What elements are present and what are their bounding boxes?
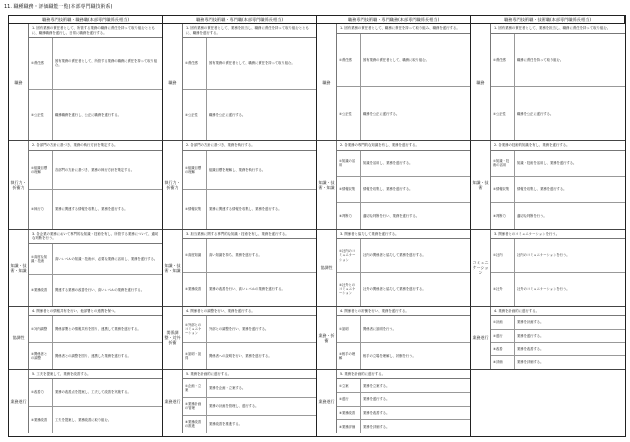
competency-section (317, 141, 471, 230)
criterion-name: ②執行力 (29, 190, 53, 228)
table-footer-cell (317, 433, 471, 436)
criterion-row (29, 190, 162, 228)
criterion-text: 職務に責任を持って取り組む。 (517, 57, 564, 62)
competency-section (471, 307, 625, 370)
criterion-row (337, 34, 470, 88)
criterion-row (183, 416, 316, 433)
criterion-row (337, 343, 470, 369)
section-label: 職務 (9, 24, 29, 140)
competency-section (9, 370, 163, 433)
section-label: 知識・技術・知識 (317, 141, 337, 229)
criterion-row (29, 407, 162, 433)
criterion-name: ①立案 (337, 379, 361, 392)
criterion-name: ②説明・説得 (183, 343, 207, 369)
competency-section (317, 230, 471, 307)
section-description: 1. 固有業務の責任者として、業務を担当し、職務に責任を持って取り組む。 (491, 24, 625, 34)
criterion-row (491, 34, 625, 88)
criterion-name: ①責任感 (183, 38, 207, 88)
criterion-row (337, 177, 470, 203)
column-header: 職務専門技術職・技術職(本部専門職係長相当) (471, 16, 625, 24)
criterion-row (337, 273, 470, 306)
section-label: 職務 (471, 24, 491, 140)
criterion-row (491, 87, 625, 140)
competency-section (471, 141, 625, 230)
criterion-row (29, 316, 162, 343)
criterion-text: 固有業務の責任者として、職務に責任を持って取り組む。 (209, 61, 295, 66)
competency-section (9, 141, 163, 230)
criterion-name: ③業務改善の推進 (183, 416, 207, 433)
criterion-name: ①責任感 (491, 34, 515, 87)
criterion-name: ①責任感 (337, 34, 361, 87)
criterion-name: ②公正性 (337, 87, 361, 140)
criterion-name: ①社内 (491, 239, 515, 272)
criterion-text: 関係者への説明を行い、業務を遂行する。 (209, 353, 272, 358)
criterion-row (183, 343, 316, 369)
section-label: 職務 (163, 24, 183, 140)
criterion-text: 外部との調整を行い、業務を遂行する。 (209, 326, 269, 331)
competency-section (317, 24, 471, 141)
criterion-name: ④業務評価 (337, 420, 361, 433)
criterion-name: ②情報収集 (337, 177, 361, 202)
criterion-text: 業務の改善を行い、高いレベルの業務を遂行する。 (209, 287, 285, 292)
section-description: 2. 各部門の方針に基づき、業務の執行方針を策定する。 (29, 141, 162, 151)
section-description: 3. 関係者とのコミュニケーションを行う。 (491, 230, 625, 240)
criterion-row (491, 330, 625, 343)
criterion-text: 社外のコミュニケーションを行う。 (517, 287, 570, 292)
criterion-row (491, 239, 625, 273)
competency-section (9, 307, 163, 370)
section-label: 知識・技術・知識 (9, 230, 29, 306)
section-description: 1. 固有業務の責任者として、所管する業務の職務に責任を持って取り組むとともに、職務職務を遂行し、日常に職務を遂行する。 (29, 24, 162, 38)
section-description: 4. 業務を計画的に遂行する。 (491, 307, 625, 317)
criterion-row (337, 379, 470, 393)
criterion-row (183, 190, 316, 228)
criterion-text: 関係部署との情報共有を図り、連携して業務を遂行する。 (55, 326, 141, 331)
criterion-row (183, 90, 316, 140)
criterion-name: ①知識・技術の活用 (491, 151, 515, 176)
competency-section (163, 24, 317, 141)
criterion-name: ①高度な知識・技術 (29, 244, 53, 274)
criterion-text: 高い知識を持ち、業務を遂行する。 (209, 253, 262, 258)
criterion-text: 業務に関連する情報を収集し、業務を遂行する。 (209, 207, 282, 212)
criterion-text: 業務を改善する。 (363, 410, 390, 415)
section-description: 2. 各業務の技術的知識を有し、業務を遂行する。 (491, 141, 625, 151)
criterion-name: ③判断力 (337, 203, 361, 228)
criterion-text: 社内の関係者と協力して業務を遂行する。 (363, 253, 426, 258)
section-description: 3. 関係者と協力して業務を遂行する。 (337, 230, 470, 240)
criterion-row (183, 38, 316, 89)
competency-section (9, 230, 163, 307)
criterion-name: ②情報収集 (491, 177, 515, 202)
criterion-text: 業務を改善する。 (517, 347, 544, 352)
column-header: 職務専門技術職・職務職(本部専門職係長相当) (9, 16, 163, 24)
criterion-name: ①知識の活用 (337, 151, 361, 176)
criterion-name: ②公正性 (29, 90, 53, 140)
criterion-text: 相手の立場を理解し、折衝を行う。 (363, 353, 416, 358)
section-label: コミュニケーション (471, 230, 491, 306)
criterion-text: 知識を活用し、業務を遂行する。 (363, 161, 413, 166)
section-description: 3. 担当業務に関する専門的な知識・技術を有し、業務を遂行する。 (183, 230, 316, 240)
section-label: 業務遂行 (317, 370, 337, 433)
criterion-text: 業務を遂行する。 (363, 397, 390, 402)
criterion-row (491, 203, 625, 228)
section-description: 4. 関係者との折衝を行い、業務を遂行する。 (337, 307, 470, 317)
criterion-row (337, 239, 470, 273)
criterion-row (491, 343, 625, 356)
criterion-text: 業務に関連する情報を収集し、業務を遂行する。 (55, 207, 128, 212)
criterion-text: 固有業務の責任者として、所管する業務の職務に責任を持って取り組む。 (55, 59, 158, 68)
criterion-name: ①計画 (491, 316, 515, 328)
criterion-text: 適切な判断を行い、業務を遂行する。 (363, 213, 420, 218)
section-description: 1. 固有業務の責任者として、職務に責任を持って取り組み、職務を遂行する。 (337, 24, 470, 34)
criterion-text: 業務を評価する。 (363, 424, 390, 429)
criterion-name: ②情報収集 (183, 190, 207, 228)
section-label: 業務遂行 (163, 370, 183, 433)
criterion-row (29, 151, 162, 190)
criterion-row (29, 244, 162, 275)
criterion-text: 業務改善を推進する。 (209, 422, 242, 427)
criterion-row (337, 420, 470, 433)
criterion-name: ①外部とのコミュニケーション (183, 316, 207, 342)
competency-section (471, 370, 625, 433)
criterion-text: 職務を公正に遂行する。 (209, 112, 246, 117)
criterion-row (491, 356, 625, 368)
section-label: 業務遂行 (9, 370, 29, 433)
criterion-text: 職務職務を遂行し、公正に職務を遂行する。 (55, 112, 121, 117)
criterion-name: ①説明 (337, 316, 361, 342)
criterion-text: 各部門の方針に基づき、業務の執行方針を策定する。 (55, 167, 134, 172)
competency-section (471, 230, 625, 307)
criterion-name: ②業務計画の管理 (183, 398, 207, 415)
criterion-name: ②公正性 (183, 90, 207, 140)
criterion-name: ④評価 (491, 356, 515, 368)
criterion-row (183, 398, 316, 416)
criterion-text: 社内のコミュニケーションを行う。 (517, 253, 570, 258)
table-footer-cell (471, 433, 625, 436)
criterion-text: 組織目標を理解し、業務を執行する。 (209, 167, 266, 172)
criterion-text: 職務を公正に遂行する。 (363, 111, 400, 116)
criterion-name: ②業務改善 (29, 275, 53, 305)
criterion-text: 知識・技術を活用し、業務を遂行する。 (517, 161, 577, 166)
table-footer-cell (9, 433, 163, 436)
criterion-text: 業務の計画を管理し、遂行する。 (209, 404, 259, 409)
section-label: 執行力・折衝力 (9, 141, 29, 229)
criterion-name: ③判断力 (491, 203, 515, 228)
competency-section (9, 24, 163, 141)
criterion-text: 適切な判断を行う。 (517, 213, 547, 218)
criterion-name: ①組織目標の理解 (29, 151, 53, 189)
competency-section (163, 370, 317, 433)
section-label: 協調性 (9, 307, 29, 369)
criterion-text: 高いレベルの知識・技術が、必要な業務に活用し、業務を遂行する。 (55, 256, 158, 261)
competency-section (471, 24, 625, 141)
criterion-text: 固有業務の責任者として、職務に取り組む。 (363, 57, 429, 62)
criterion-row (29, 343, 162, 369)
criterion-name: ②社外とのコミュニケーション (337, 273, 361, 306)
document-title: 11. 職種職務・評価職能一覧(本部専門職技術系) (4, 4, 113, 10)
criterion-text: 情報を収集し、業務を遂行する。 (363, 187, 413, 192)
section-description: 2. 各業務の専門的な知識を有し、業務を遂行する。 (337, 141, 470, 151)
criterion-text: 職務を公正に遂行する。 (517, 111, 554, 116)
criterion-name: ②関係者との調整 (29, 343, 53, 369)
criterion-row (337, 151, 470, 177)
criterion-name: ②業務改善 (29, 407, 53, 433)
criterion-row (29, 90, 162, 140)
criterion-row (29, 38, 162, 89)
section-label: 職務 (317, 24, 337, 140)
criterion-text: 業務を計画する。 (517, 320, 544, 325)
criterion-name: ②公正性 (491, 87, 515, 140)
section-description: 5. 業務を計画的に遂行する。 (183, 370, 316, 380)
competency-section (163, 230, 317, 307)
criterion-text: 関連する業務の改善を行い、高いレベルの業務を遂行する。 (55, 288, 145, 293)
criterion-text: 業務を評価する。 (517, 360, 544, 365)
criterion-name: ①責任感 (29, 38, 53, 88)
criterion-name: ①組織目標の理解 (183, 151, 207, 189)
criterion-text: 社外の関係者と協力して業務を遂行する。 (363, 287, 426, 292)
section-description: 3. 各企業の業務において専門的な知識・技術を有し、所管する業務について、適切な判断を行う。 (29, 230, 162, 244)
criterion-row (183, 273, 316, 306)
column-header: 職務専門技術職・専門職務(本部専門職係長相当) (317, 16, 471, 24)
criterion-text: 工夫を提案し、業務改善に取り組む。 (55, 417, 112, 422)
competency-section (317, 307, 471, 370)
criterion-row (337, 87, 470, 140)
section-description: 1. 固有業務の責任者として、業務を担当し、職務に責任を持って取り組むとともに、職務を遂行する。 (183, 24, 316, 38)
section-description: 2. 各部門の方針に基づき、業務を執行する。 (183, 141, 316, 151)
criterion-name: ①改善力 (29, 379, 53, 405)
criterion-name: ①社内のコミュニケーション (337, 239, 361, 272)
section-label: 知識・技術 (471, 141, 491, 229)
section-label: 業務・折衝 (317, 307, 337, 369)
criterion-name: ①高度知識 (183, 239, 207, 272)
criterion-row (491, 273, 625, 306)
criterion-row (491, 151, 625, 177)
criterion-row (183, 316, 316, 343)
criterion-text: 関係者との調整を図り、連携した業務を遂行する。 (55, 353, 131, 358)
section-label: 執行力・折衝力 (163, 141, 183, 229)
criterion-row (183, 151, 316, 190)
criterion-text: 関係者に説明を行う。 (363, 326, 396, 331)
criterion-row (491, 177, 625, 203)
criterion-name: ②業務改善 (183, 273, 207, 306)
criterion-text: 業務の改善点を提案し、工夫して改善を実施する。 (55, 390, 131, 395)
criterion-row (29, 275, 162, 305)
competency-table (8, 15, 626, 437)
criterion-name: ②遂行 (491, 330, 515, 342)
competency-section (163, 141, 317, 230)
criterion-name: ③改善 (491, 343, 515, 355)
criterion-name: ②相手の理解 (337, 343, 361, 369)
criterion-row (337, 203, 470, 228)
section-label: 知識・技術・知識 (163, 230, 183, 306)
criterion-name: ①対内調整 (29, 316, 53, 342)
criterion-row (29, 379, 162, 406)
section-label: 業務遂行 (471, 307, 491, 369)
criterion-text: 情報を収集し、業務を遂行する。 (517, 187, 567, 192)
section-label: 関係調整・対外折衝 (163, 307, 183, 369)
section-label: 協調性 (317, 230, 337, 306)
criterion-row (183, 379, 316, 397)
criterion-text: 業務を遂行する。 (517, 333, 544, 338)
criterion-row (337, 393, 470, 407)
criterion-row (183, 239, 316, 273)
competency-section (163, 307, 317, 370)
section-description: 5. 工夫を提案して、業務を改善する。 (29, 370, 162, 380)
criterion-name: ③業務改善 (337, 407, 361, 420)
competency-section (317, 370, 471, 433)
criterion-name: ②遂行 (337, 393, 361, 406)
section-description: 4. 関係者との調整を行い、業務を遂行する。 (183, 307, 316, 317)
criterion-name: ②社外 (491, 273, 515, 306)
criterion-text: 業務を立案する。 (363, 383, 390, 388)
criterion-name: ①企画・立案 (183, 379, 207, 396)
section-description: 4. 関係者との情報共有を行い、他部署との連携を保つ。 (29, 307, 162, 317)
criterion-row (337, 407, 470, 421)
criterion-text: 業務を企画・立案する。 (209, 385, 246, 390)
section-description: 5. 業務を計画的に遂行する。 (337, 370, 470, 380)
criterion-row (491, 316, 625, 329)
criterion-row (337, 316, 470, 343)
column-header: 職務専門技術職・専門職(本部専門職係長相当) (163, 16, 317, 24)
table-footer-cell (163, 433, 317, 436)
